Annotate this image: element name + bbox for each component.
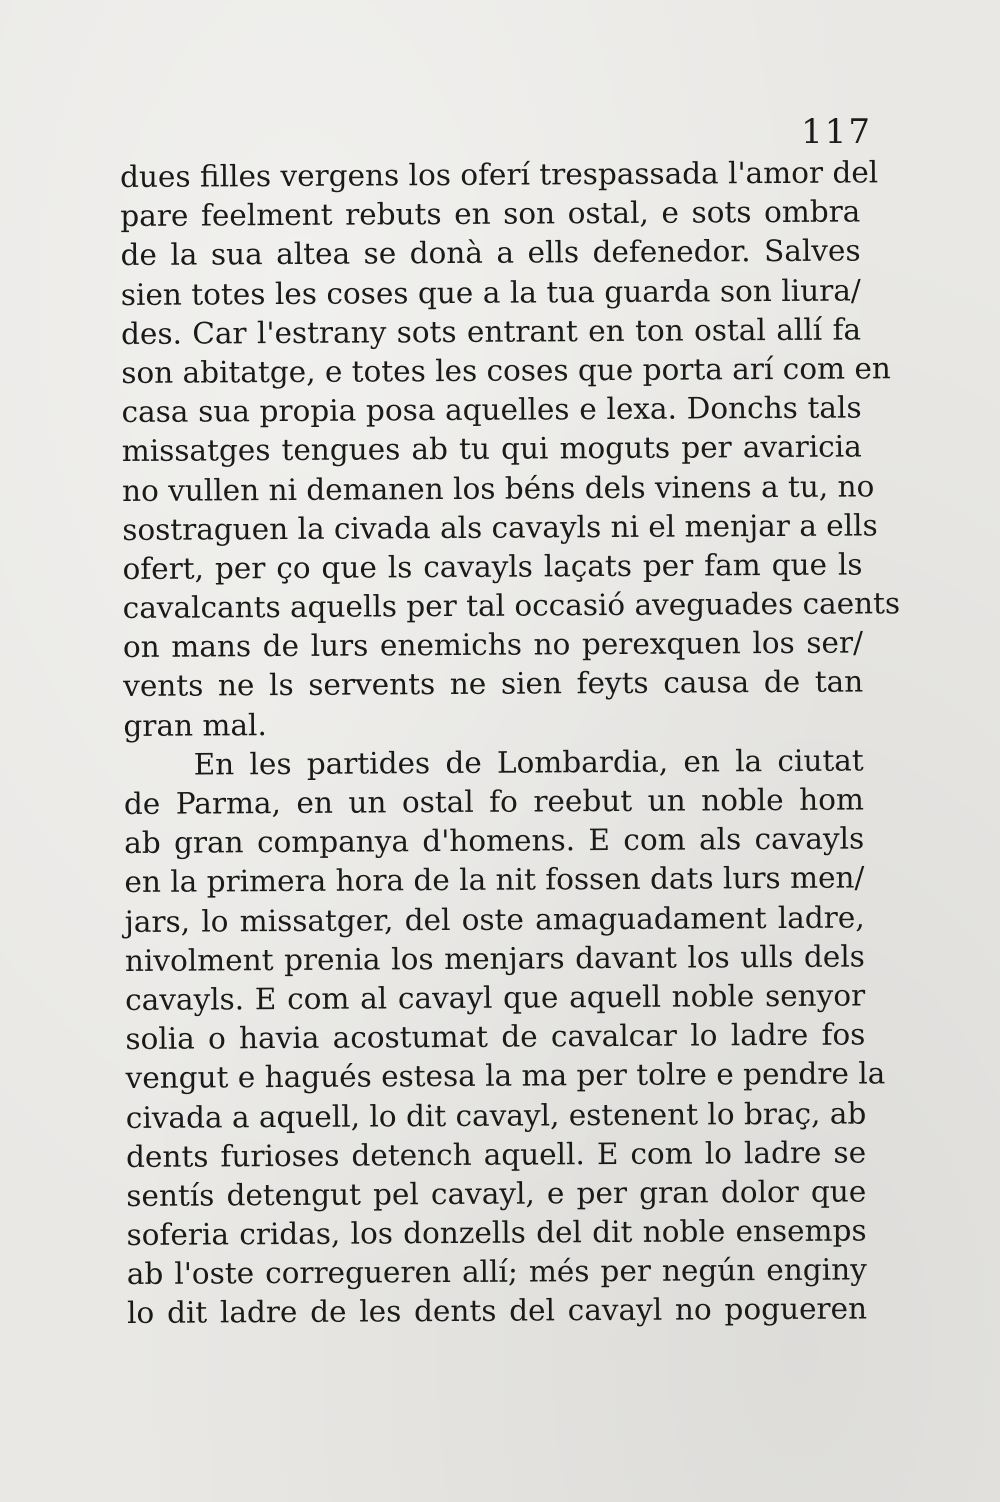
page-number: 117 [801,112,872,152]
text-line: de Parma, en un ostal fo reebut un noble hom [123,782,865,821]
text-line: civada a aquell, lo dit cavayl, estenent lo braç, ab [125,1095,867,1135]
text-line: no vullen ni demanen los béns dels vinens a tu, no [121,468,875,508]
text-line-paragraph-start: En les partides de Lombardia, en la ciutat [193,743,864,782]
text-line: lo dit ladre de les dents del cavayl no pogueren [126,1291,868,1331]
text-line: on mans de lurs enemichs no perexquen los ser/ [122,625,864,665]
text-line: casa sua propia posa aquelles e lexa. Donchs tals [121,390,862,430]
text-line: cavayls. E com al cavayl que aquell noble senyor [125,978,866,1017]
text-line: ab gran companya d'homens. E com als cavayls [124,821,865,861]
text-line: en la primera hora de la nit fossen dats lurs men/ [124,860,865,900]
text-line: dents furioses detench aquell. E com lo ladre se [125,1135,867,1174]
text-line: pare feelment rebuts en son ostal, e sots ombra [120,194,861,234]
text-line: sien totes les coses que a la tua guarda son liura/ [120,273,861,312]
text-line: ofert, per ço que ls cavayls laçats per fam que ls [122,547,863,586]
text-line: de la sua altea se donà a ells defenedor. Salves [120,233,861,273]
text-line-paragraph-end: gran mal. [123,707,267,743]
text-line: cavalcants aquells per tal occasió aveguades caents [122,586,901,626]
text-line: solia o havia acostumat de cavalcar lo ladre fos [125,1017,866,1057]
text-line: vengut e hagués estesa la ma per tolre e pendre la [125,1056,886,1096]
body-text [120,153,901,1333]
text-line: nivolment prenia los menjars davant los ulls dels [124,939,865,978]
text-line: dues filles vergens los oferí trespassada l'amor del [120,155,879,194]
text-line: son abitatge, e totes les coses que porta arí com en [121,351,891,390]
text-line: soferia cridas, los donzells del dit noble ensemps [126,1213,867,1253]
text-line: jars, lo missatger, del oste amaguadament ladre, [124,900,865,939]
text-line: ab l'oste corregueren allí; més per negún enginy [126,1252,867,1292]
text-line: des. Car l'estrany sots entrant en ton ostal allí fa [120,312,862,351]
text-line: sentís detengut pel cavayl, e per gran dolor que [126,1174,867,1213]
text-line: sostraguen la civada als cavayls ni el menjar a ells [122,508,878,547]
text-line: vents ne ls servents ne sien feyts causa de tan [123,664,864,704]
text-line: missatges tengues ab tu qui moguts per avaricia [121,429,862,469]
